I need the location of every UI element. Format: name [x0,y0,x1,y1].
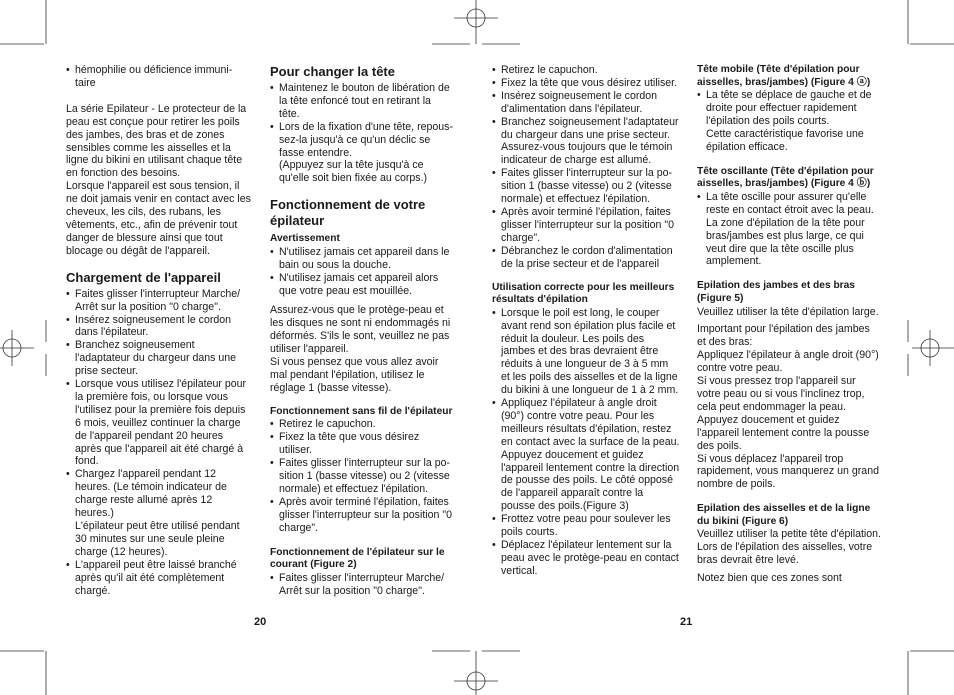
spacer [270,535,454,547]
indented-paragraph: Cette caractéristique favorise une épilation efficace. [706,127,864,153]
indented-paragraph: (Appuyez sur la tête jusqu'à ce qu'elle soit bien fixée au corps.) [279,159,428,185]
section-heading: Pour changer la tête [270,64,395,79]
subsection-heading: Fonctionnement de l'épilateur sur le courant (Figure 2) [270,546,445,571]
subsection-heading: Epilation des jambes et des bras (Figure 5) [697,280,855,304]
page-number-right: 21 [680,616,693,628]
paragraph: Si vous pensez que vous allez avoir mal pendant l'épilation, utilisez le réglage 1 (basse vitesse). [270,356,439,394]
bullet-item: • Retirez le capuchon. [270,418,454,431]
spacer [270,185,454,197]
subsection-heading: Avertissement [270,233,340,245]
spacer [492,271,680,282]
bullet-item: • hémophilie ou déficience immuni-taire [66,64,252,90]
spacer [270,395,454,406]
subsection-heading: Tête oscillante (Tête d'épilation pour aisselles, bras/jambes) (Figure 4 ⓑ) [697,165,874,190]
bullet-item: • Retirez le capuchon. [492,64,680,77]
spacer [697,154,881,166]
bullet-item: • Faites glisser l'interrupteur Marche/ Arrêt sur la position "0 charge". [270,572,454,598]
paragraph: Si vous déplacez l'appareil trop rapidement, vous manquerez un grand nombre de poils. [697,452,879,491]
bullet-item: • Branchez soigneusement l'adaptateur du chargeur dans une prise secteur. Assurez-vous toujours que le témoin indicateur de charge est allumé. [492,116,680,168]
indented-paragraph: L'épilateur peut être utilisé pendant 30 minutes sur une seule pleine charge (12 heures). [75,520,240,558]
paragraph: Veuillez utiliser la petite tête d'épilation. Lors de l'épilation des aisselles, votre bras devrait être levé. [697,528,881,567]
bullet-item: • Faites glisser l'interrupteur Marche/ Arrêt sur la position "0 charge". [66,288,252,314]
bullet-item: • Fixez la tête que vous désirez utiliser. [492,77,680,90]
bullet-item: • Fixez la tête que vous désirez utiliser. [270,431,454,457]
bullet-item: • Maintenez le bouton de libération de la tête enfoncé tout en retirant la tête. [270,82,454,121]
bullet-item: • Faites glisser l'interrupteur sur la po-sition 1 (basse vitesse) ou 2 (vitesse normale) et effectuez l'épilation. [270,457,454,496]
subsection-heading: Utilisation correcte pour les meilleurs résultats d'épilation [492,281,675,306]
bullet-item: • Appliquez l'épilateur à angle droit (90°) contre votre peau. Pour les meilleurs résultats d'épilation, restez en contact avec la surface de la peau. Appuyez doucement et guidez l'appareil lentement contre la direction de pousse des poils. Le côté opposé de l'appareil apparaît contre la pousse des poils.(Figure 3) [492,397,680,513]
bullet-item: • N'utilisez jamais cet appareil alors que votre peau est mouillée. [270,272,454,298]
bullet-item: • Insérez soigneusement le cordon dans l'épilateur. [66,314,252,340]
bullet-item: • L'appareil peut être laissé branché après qu'il ait été complètement chargé. [66,559,252,598]
spacer [66,90,252,103]
bullet-item: • Frottez votre peau pour soulever les poils courts. [492,513,680,539]
bullet-item: • La tête se déplace de gauche et de droite pour effectuer rapidement l'épilation des poils courts. [697,89,881,128]
left-page-column-2 [270,64,454,598]
spacer [697,268,881,280]
paragraph: Appliquez l'épilateur à angle droit (90°) contre votre peau. [697,349,879,375]
paragraph: La série Epilateur - Le protecteur de la peau est conçue pour retirer les poils des jambes, des bras et de zones sensibles comme les aisselles et la ligne du bikini en utilisant chaque tête en fonction des besoins. [66,102,247,180]
paragraph: Assurez-vous que le protège-peau et les disques ne sont ni endommagés ni déformés. S'ils le sont, veuillez ne pas utiliser l'appareil. [270,304,451,356]
bullet-item: • Lors de la fixation d'une tête, repous-sez-la jusqu'à ce qu'un déclic se fasse entendre. [270,121,454,160]
right-page-column-2 [697,64,881,585]
bullet-item: • Déplacez l'épilateur lentement sur la peau avec le protège-peau en contact vertical. [492,539,680,578]
section-heading: Chargement de l'appareil [66,269,221,285]
paragraph: Lorsque l'appareil est sous tension, il ne doit jamais venir en contact avec les cheveux, les cils, des rubans, les vêtements, etc., afin de prévenir tout danger de blessure ainsi que tout blocage ou dégât de l'appareil. [66,180,251,257]
paragraph: Si vous pressez trop l'appareil sur votre peau ou si vous l'inclinez trop, cela peut endommager la peau. [697,375,865,413]
paragraph: Veuillez utiliser la tête d'épilation large. [697,305,879,318]
spacer [270,297,454,304]
bullet-item: • Après avoir terminé l'épilation, faites glisser l'interrupteur sur la position "0 charge". [492,206,680,245]
bullet-item: • Branchez soigneusement l'adaptateur du chargeur dans une prise secteur. [66,339,252,378]
subsection-heading: Epilation des aisselles et de la ligne du bikini (Figure 6) [697,503,871,527]
bullet-item: • Débranchez le cordon d'alimentation de la prise secteur et de l'appareil [492,245,680,271]
page-number-left: 20 [254,616,267,628]
paragraph: Appuyez doucement et guidez l'appareil lentement contre la pousse des poils. [697,413,870,452]
subsection-heading: Fonctionnement sans fil de l'épilateur [270,405,453,417]
bullet-item: • Lorsque vous utilisez l'épilateur pour la première fois, ou lorsque vous l'utilisez pour la première fois depuis 6 mois, veuillez continuer la charge de l'appareil pendant 20 heures après que l'appareil ait été chargé à fond. [66,378,252,468]
spacer [697,491,881,503]
bullet-item: • La tête oscille pour assurer qu'elle reste en contact étroit avec la peau. La zone d'épilation de la tête pour bras/jambes est plus large, ce qui veut dire que la tête oscille plus amplement. [697,191,881,268]
bullet-item: • Faites glisser l'interrupteur sur la po-sition 1 (basse vitesse) ou 2 (vitesse normale) et effectuez l'épilation. [492,167,680,206]
paragraph: Notez bien que ces zones sont [697,572,842,585]
bullet-item: • Insérez soigneusement le cordon d'alimentation dans l'épilateur. [492,90,680,116]
subsection-heading: Tête mobile (Tête d'épilation pour aisselles, bras/jambes) (Figure 4 ⓐ) [697,64,871,88]
bullet-item: • Chargez l'appareil pendant 12 heures. (Le témoin indicateur de charge reste allumé après 12 heures.) [66,468,252,520]
paragraph: Important pour l'épilation des jambes et des bras: [697,323,870,349]
bullet-item: • Après avoir terminé l'épilation, faites glisser l'interrupteur sur la position "0 charge". [270,496,454,535]
bullet-item: • Lorsque le poil est long, le couper avant rend son épilation plus facile et réduit la douleur. Les poils des jambes et des bras devraient être réduits à une longueur de 3 à 5 mm et les poils des aisselles et de la ligne du bikini à une longueur de 1 à 2 mm. [492,307,680,397]
bullet-item: • N'utilisez jamais cet appareil dans le bain ou sous la douche. [270,246,454,272]
right-page-column-1 [492,64,680,578]
spacer [66,258,252,270]
left-page-column-1 [66,64,252,597]
section-heading: Fonctionnement de votre épilateur [270,197,426,229]
